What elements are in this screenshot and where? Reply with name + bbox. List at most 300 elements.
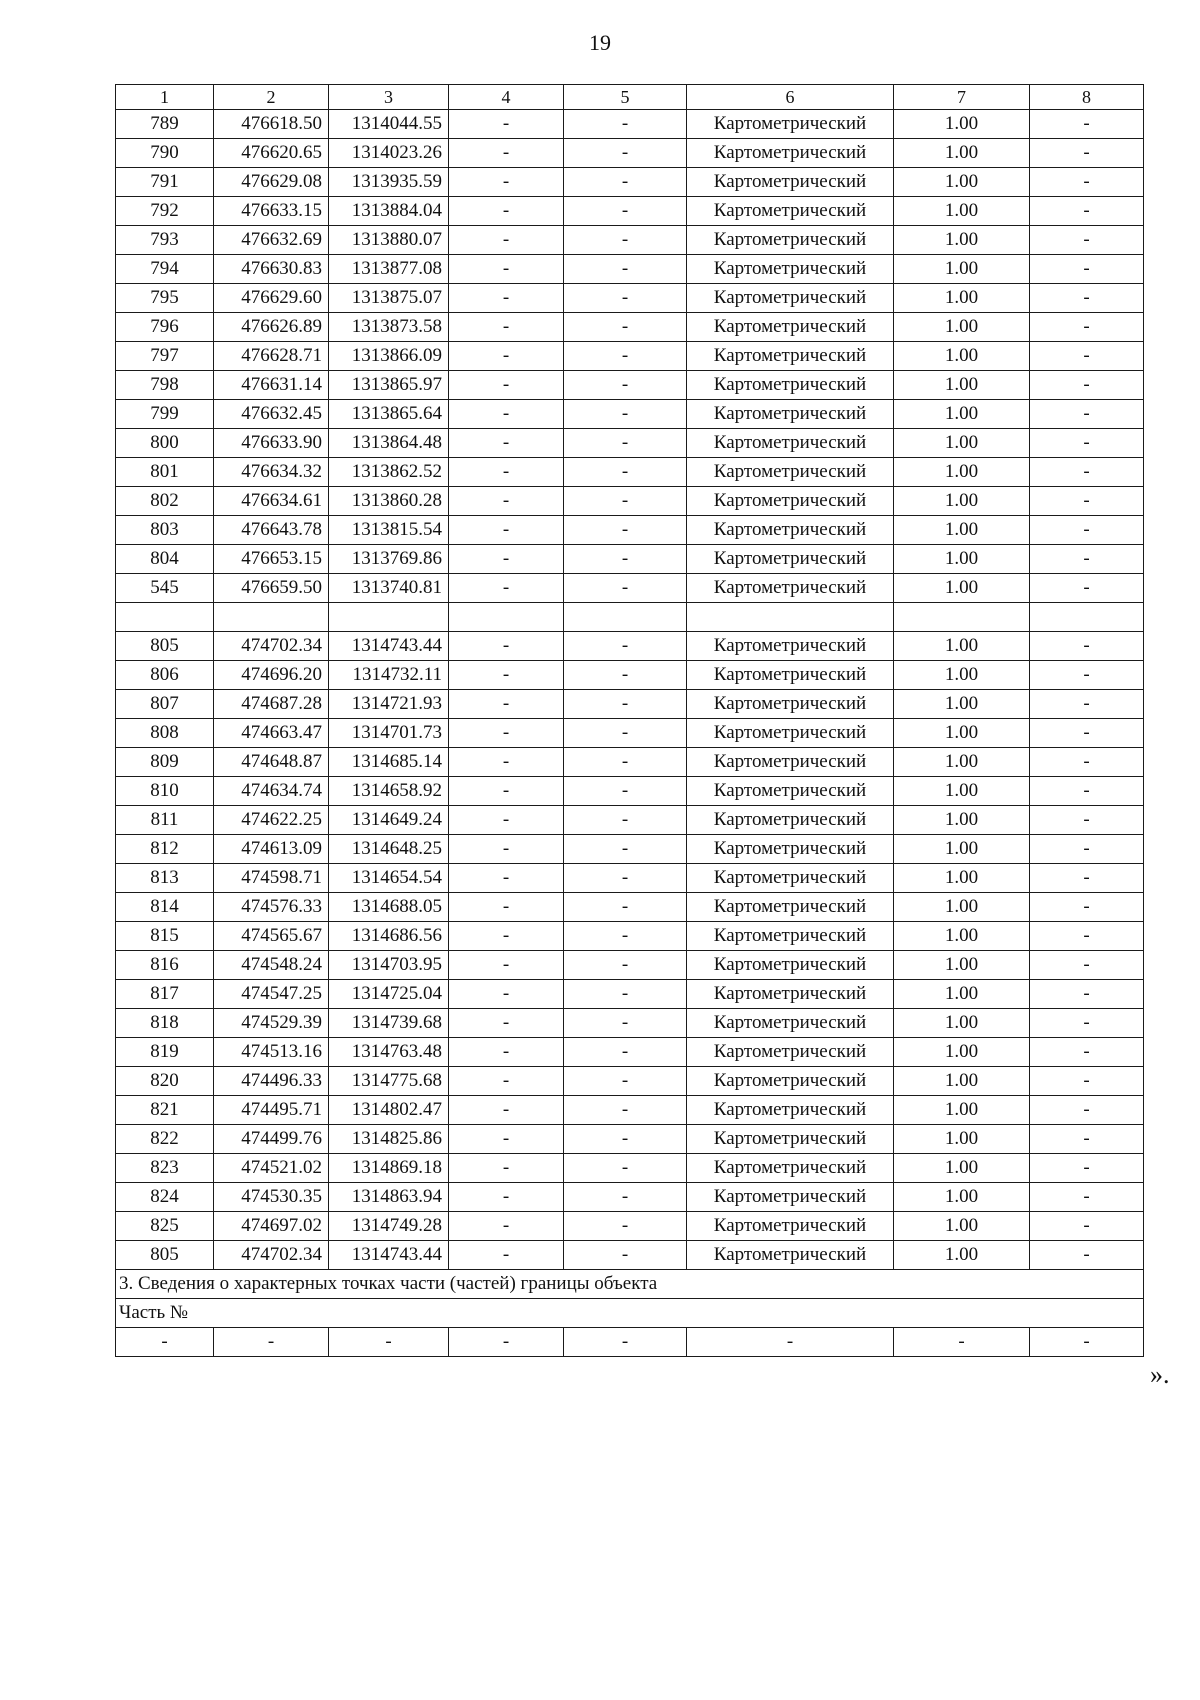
- table-row: [116, 487, 1144, 516]
- table-row: [116, 1096, 1144, 1125]
- col5-cell: -: [564, 487, 687, 516]
- col5-cell: -: [564, 719, 687, 748]
- accuracy-cell: 1.00: [894, 1009, 1030, 1038]
- x-coordinate-cell: 474495.71: [214, 1096, 329, 1125]
- method-cell: Картометрический: [687, 1067, 894, 1096]
- col8-cell: -: [1030, 429, 1144, 458]
- x-coordinate-cell: 476630.83: [214, 255, 329, 284]
- header-row: [116, 85, 1144, 110]
- col5-cell: -: [564, 864, 687, 893]
- table-row: [116, 1212, 1144, 1241]
- table-row: [116, 1067, 1144, 1096]
- section-title-row: [116, 1270, 1144, 1299]
- table-row: [116, 777, 1144, 806]
- col4-cell: -: [449, 893, 564, 922]
- point-number-cell: 797: [116, 342, 214, 371]
- col4-cell: -: [449, 719, 564, 748]
- y-coordinate-cell: 1313877.08: [329, 255, 449, 284]
- point-number-cell: 802: [116, 487, 214, 516]
- accuracy-cell: 1.00: [894, 835, 1030, 864]
- y-coordinate-cell: 1314732.11: [329, 661, 449, 690]
- col4-cell: -: [449, 777, 564, 806]
- accuracy-cell: 1.00: [894, 371, 1030, 400]
- point-number-cell: 804: [116, 545, 214, 574]
- x-coordinate-cell: 474496.33: [214, 1067, 329, 1096]
- y-coordinate-cell: 1314743.44: [329, 632, 449, 661]
- accuracy-cell: 1.00: [894, 342, 1030, 371]
- x-coordinate-cell: 474529.39: [214, 1009, 329, 1038]
- method-cell: Картометрический: [687, 661, 894, 690]
- col8-cell: -: [1030, 545, 1144, 574]
- method-cell: Картометрический: [687, 226, 894, 255]
- x-coordinate-cell: 474702.34: [214, 632, 329, 661]
- col4-cell: -: [449, 313, 564, 342]
- y-coordinate-cell: 1313935.59: [329, 168, 449, 197]
- x-coordinate-cell: 474634.74: [214, 777, 329, 806]
- col8-cell: -: [1030, 980, 1144, 1009]
- accuracy-cell: 1.00: [894, 951, 1030, 980]
- point-number-cell: 795: [116, 284, 214, 313]
- col4-cell: -: [449, 632, 564, 661]
- col8-cell: -: [1030, 719, 1144, 748]
- col4-cell: -: [449, 1067, 564, 1096]
- x-coordinate-cell: 476659.50: [214, 574, 329, 603]
- table-cell: -: [116, 1328, 214, 1357]
- accuracy-cell: 1.00: [894, 574, 1030, 603]
- method-cell: Картометрический: [687, 574, 894, 603]
- closing-quote-mark: ».: [1150, 1360, 1170, 1389]
- y-coordinate-cell: 1313862.52: [329, 458, 449, 487]
- point-number-cell: 813: [116, 864, 214, 893]
- col8-cell: -: [1030, 371, 1144, 400]
- y-coordinate-cell: 1314775.68: [329, 1067, 449, 1096]
- table-row: [116, 922, 1144, 951]
- y-coordinate-cell: 1314044.55: [329, 110, 449, 139]
- col8-cell: -: [1030, 690, 1144, 719]
- col8-cell: -: [1030, 487, 1144, 516]
- y-coordinate-cell: 1313864.48: [329, 429, 449, 458]
- point-number-cell: 821: [116, 1096, 214, 1125]
- point-number-cell: 811: [116, 806, 214, 835]
- method-cell: Картометрический: [687, 487, 894, 516]
- x-coordinate-cell: 474499.76: [214, 1125, 329, 1154]
- col5-cell: -: [564, 922, 687, 951]
- x-coordinate-cell: 476643.78: [214, 516, 329, 545]
- method-cell: Картометрический: [687, 1212, 894, 1241]
- point-number-cell: 825: [116, 1212, 214, 1241]
- col8-cell: -: [1030, 777, 1144, 806]
- final-row: [116, 1328, 1144, 1357]
- col8-cell: -: [1030, 1038, 1144, 1067]
- method-cell: Картометрический: [687, 255, 894, 284]
- table-row: [116, 139, 1144, 168]
- col5-cell: -: [564, 893, 687, 922]
- x-coordinate-cell: 474702.34: [214, 1241, 329, 1270]
- y-coordinate-cell: 1314654.54: [329, 864, 449, 893]
- x-coordinate-cell: 476628.71: [214, 342, 329, 371]
- method-cell: Картометрический: [687, 429, 894, 458]
- point-number-cell: 809: [116, 748, 214, 777]
- col5-cell: -: [564, 661, 687, 690]
- x-coordinate-cell: 474687.28: [214, 690, 329, 719]
- column-header: 4: [449, 85, 564, 110]
- col4-cell: -: [449, 545, 564, 574]
- method-cell: [687, 603, 894, 632]
- section-title: 3. Сведения о характерных точках части (частей) границы объекта: [116, 1270, 1144, 1299]
- col4-cell: -: [449, 1241, 564, 1270]
- point-number-cell: 815: [116, 922, 214, 951]
- y-coordinate-cell: 1314763.48: [329, 1038, 449, 1067]
- accuracy-cell: 1.00: [894, 429, 1030, 458]
- col5-cell: -: [564, 400, 687, 429]
- col5-cell: -: [564, 806, 687, 835]
- col4-cell: -: [449, 110, 564, 139]
- method-cell: Картометрический: [687, 545, 894, 574]
- col5-cell: -: [564, 1009, 687, 1038]
- accuracy-cell: 1.00: [894, 661, 1030, 690]
- point-number-cell: 814: [116, 893, 214, 922]
- y-coordinate-cell: 1313865.97: [329, 371, 449, 400]
- accuracy-cell: 1.00: [894, 168, 1030, 197]
- table-row: [116, 342, 1144, 371]
- col5-cell: -: [564, 835, 687, 864]
- column-header: 2: [214, 85, 329, 110]
- accuracy-cell: 1.00: [894, 777, 1030, 806]
- point-number-cell: 796: [116, 313, 214, 342]
- col4-cell: -: [449, 574, 564, 603]
- col4-cell: -: [449, 980, 564, 1009]
- accuracy-cell: 1.00: [894, 1212, 1030, 1241]
- col4-cell: -: [449, 1009, 564, 1038]
- col8-cell: -: [1030, 1009, 1144, 1038]
- table-row: [116, 1183, 1144, 1212]
- accuracy-cell: 1.00: [894, 1154, 1030, 1183]
- col8-cell: -: [1030, 255, 1144, 284]
- table-row: [116, 255, 1144, 284]
- x-coordinate-cell: [214, 603, 329, 632]
- col5-cell: -: [564, 1241, 687, 1270]
- col8-cell: -: [1030, 226, 1144, 255]
- col4-cell: -: [449, 400, 564, 429]
- point-number-cell: 793: [116, 226, 214, 255]
- table-row: [116, 284, 1144, 313]
- y-coordinate-cell: 1313740.81: [329, 574, 449, 603]
- col4-cell: -: [449, 139, 564, 168]
- method-cell: Картометрический: [687, 400, 894, 429]
- col8-cell: -: [1030, 313, 1144, 342]
- point-number-cell: [116, 603, 214, 632]
- column-header: 5: [564, 85, 687, 110]
- accuracy-cell: 1.00: [894, 1038, 1030, 1067]
- column-header: 8: [1030, 85, 1144, 110]
- accuracy-cell: 1.00: [894, 922, 1030, 951]
- point-number-cell: 817: [116, 980, 214, 1009]
- table-row: [116, 313, 1144, 342]
- col5-cell: -: [564, 748, 687, 777]
- point-number-cell: 801: [116, 458, 214, 487]
- x-coordinate-cell: 474648.87: [214, 748, 329, 777]
- col5-cell: -: [564, 284, 687, 313]
- method-cell: Картометрический: [687, 1096, 894, 1125]
- method-cell: Картометрический: [687, 342, 894, 371]
- y-coordinate-cell: 1313865.64: [329, 400, 449, 429]
- col4-cell: -: [449, 748, 564, 777]
- table-row: [116, 719, 1144, 748]
- col4-cell: -: [449, 864, 564, 893]
- x-coordinate-cell: 476626.89: [214, 313, 329, 342]
- point-number-cell: 803: [116, 516, 214, 545]
- x-coordinate-cell: 474622.25: [214, 806, 329, 835]
- col4-cell: -: [449, 661, 564, 690]
- col4-cell: -: [449, 429, 564, 458]
- point-number-cell: 792: [116, 197, 214, 226]
- method-cell: Картометрический: [687, 1154, 894, 1183]
- accuracy-cell: 1.00: [894, 748, 1030, 777]
- y-coordinate-cell: 1314869.18: [329, 1154, 449, 1183]
- col5-cell: -: [564, 168, 687, 197]
- part-label-row: [116, 1299, 1144, 1328]
- table-row: [116, 1125, 1144, 1154]
- x-coordinate-cell: 476632.45: [214, 400, 329, 429]
- accuracy-cell: 1.00: [894, 1183, 1030, 1212]
- table-row: [116, 400, 1144, 429]
- col5-cell: -: [564, 1154, 687, 1183]
- accuracy-cell: 1.00: [894, 197, 1030, 226]
- y-coordinate-cell: 1314688.05: [329, 893, 449, 922]
- table-row: [116, 168, 1144, 197]
- method-cell: Картометрический: [687, 951, 894, 980]
- point-number-cell: 816: [116, 951, 214, 980]
- y-coordinate-cell: 1313880.07: [329, 226, 449, 255]
- x-coordinate-cell: 474576.33: [214, 893, 329, 922]
- y-coordinate-cell: 1314743.44: [329, 1241, 449, 1270]
- table-row: [116, 690, 1144, 719]
- col4-cell: -: [449, 1212, 564, 1241]
- accuracy-cell: 1.00: [894, 226, 1030, 255]
- col4-cell: -: [449, 226, 564, 255]
- y-coordinate-cell: 1314739.68: [329, 1009, 449, 1038]
- column-header: 3: [329, 85, 449, 110]
- col8-cell: -: [1030, 110, 1144, 139]
- method-cell: Картометрический: [687, 835, 894, 864]
- col4-cell: -: [449, 516, 564, 545]
- col4-cell: -: [449, 371, 564, 400]
- accuracy-cell: 1.00: [894, 1067, 1030, 1096]
- col4-cell: -: [449, 922, 564, 951]
- point-number-cell: 805: [116, 632, 214, 661]
- point-number-cell: 789: [116, 110, 214, 139]
- accuracy-cell: 1.00: [894, 516, 1030, 545]
- table-row: [116, 574, 1144, 603]
- col8-cell: -: [1030, 835, 1144, 864]
- method-cell: Картометрический: [687, 1009, 894, 1038]
- col4-cell: -: [449, 806, 564, 835]
- y-coordinate-cell: 1313884.04: [329, 197, 449, 226]
- col8-cell: -: [1030, 168, 1144, 197]
- method-cell: Картометрический: [687, 748, 894, 777]
- col8-cell: -: [1030, 661, 1144, 690]
- col8-cell: -: [1030, 806, 1144, 835]
- col8-cell: -: [1030, 1154, 1144, 1183]
- accuracy-cell: 1.00: [894, 1096, 1030, 1125]
- table-row: [116, 980, 1144, 1009]
- x-coordinate-cell: 474513.16: [214, 1038, 329, 1067]
- table-row: [116, 429, 1144, 458]
- col4-cell: -: [449, 1154, 564, 1183]
- col5-cell: -: [564, 1038, 687, 1067]
- y-coordinate-cell: 1314721.93: [329, 690, 449, 719]
- col8-cell: -: [1030, 139, 1144, 168]
- col5-cell: -: [564, 429, 687, 458]
- col8-cell: -: [1030, 1241, 1144, 1270]
- col8-cell: -: [1030, 748, 1144, 777]
- col8-cell: -: [1030, 284, 1144, 313]
- col4-cell: -: [449, 1125, 564, 1154]
- x-coordinate-cell: 474521.02: [214, 1154, 329, 1183]
- col5-cell: -: [564, 313, 687, 342]
- y-coordinate-cell: 1314863.94: [329, 1183, 449, 1212]
- col4-cell: -: [449, 487, 564, 516]
- col4-cell: -: [449, 255, 564, 284]
- x-coordinate-cell: 474697.02: [214, 1212, 329, 1241]
- accuracy-cell: 1.00: [894, 313, 1030, 342]
- table-row: [116, 1154, 1144, 1183]
- y-coordinate-cell: 1313866.09: [329, 342, 449, 371]
- y-coordinate-cell: 1314701.73: [329, 719, 449, 748]
- y-coordinate-cell: 1313769.86: [329, 545, 449, 574]
- method-cell: Картометрический: [687, 1183, 894, 1212]
- point-number-cell: 807: [116, 690, 214, 719]
- y-coordinate-cell: 1314023.26: [329, 139, 449, 168]
- accuracy-cell: 1.00: [894, 1125, 1030, 1154]
- method-cell: Картометрический: [687, 893, 894, 922]
- method-cell: Картометрический: [687, 371, 894, 400]
- col5-cell: -: [564, 110, 687, 139]
- method-cell: Картометрический: [687, 777, 894, 806]
- accuracy-cell: 1.00: [894, 545, 1030, 574]
- method-cell: Картометрический: [687, 980, 894, 1009]
- x-coordinate-cell: 476633.15: [214, 197, 329, 226]
- method-cell: Картометрический: [687, 719, 894, 748]
- col8-cell: -: [1030, 632, 1144, 661]
- method-cell: Картометрический: [687, 690, 894, 719]
- table-cell: -: [329, 1328, 449, 1357]
- point-number-cell: 798: [116, 371, 214, 400]
- table-cell: -: [564, 1328, 687, 1357]
- col8-cell: -: [1030, 458, 1144, 487]
- accuracy-cell: 1.00: [894, 632, 1030, 661]
- col4-cell: -: [449, 197, 564, 226]
- col5-cell: -: [564, 632, 687, 661]
- col8-cell: -: [1030, 1212, 1144, 1241]
- point-number-cell: 800: [116, 429, 214, 458]
- col8-cell: -: [1030, 342, 1144, 371]
- x-coordinate-cell: 476633.90: [214, 429, 329, 458]
- col4-cell: -: [449, 1183, 564, 1212]
- method-cell: Картометрический: [687, 516, 894, 545]
- point-number-cell: 545: [116, 574, 214, 603]
- x-coordinate-cell: 474548.24: [214, 951, 329, 980]
- table-row: [116, 110, 1144, 139]
- col5-cell: [564, 603, 687, 632]
- accuracy-cell: 1.00: [894, 284, 1030, 313]
- method-cell: Картометрический: [687, 632, 894, 661]
- col8-cell: -: [1030, 922, 1144, 951]
- x-coordinate-cell: 474547.25: [214, 980, 329, 1009]
- y-coordinate-cell: 1314658.92: [329, 777, 449, 806]
- accuracy-cell: 1.00: [894, 110, 1030, 139]
- method-cell: Картометрический: [687, 1241, 894, 1270]
- point-number-cell: 812: [116, 835, 214, 864]
- column-header: 1: [116, 85, 214, 110]
- y-coordinate-cell: 1314649.24: [329, 806, 449, 835]
- col5-cell: -: [564, 1125, 687, 1154]
- accuracy-cell: 1.00: [894, 487, 1030, 516]
- method-cell: Картометрический: [687, 197, 894, 226]
- accuracy-cell: 1.00: [894, 893, 1030, 922]
- point-number-cell: 806: [116, 661, 214, 690]
- method-cell: Картометрический: [687, 284, 894, 313]
- y-coordinate-cell: 1313815.54: [329, 516, 449, 545]
- x-coordinate-cell: 476634.32: [214, 458, 329, 487]
- point-number-cell: 823: [116, 1154, 214, 1183]
- table-row: [116, 632, 1144, 661]
- col8-cell: -: [1030, 864, 1144, 893]
- col8-cell: -: [1030, 1183, 1144, 1212]
- table-row: [116, 748, 1144, 777]
- part-label: Часть №: [116, 1299, 1144, 1328]
- col5-cell: -: [564, 197, 687, 226]
- col8-cell: [1030, 603, 1144, 632]
- y-coordinate-cell: 1314686.56: [329, 922, 449, 951]
- col5-cell: -: [564, 516, 687, 545]
- table-cell: -: [214, 1328, 329, 1357]
- y-coordinate-cell: 1314802.47: [329, 1096, 449, 1125]
- col5-cell: -: [564, 255, 687, 284]
- col4-cell: -: [449, 1096, 564, 1125]
- accuracy-cell: 1.00: [894, 980, 1030, 1009]
- table-row: [116, 197, 1144, 226]
- accuracy-cell: 1.00: [894, 806, 1030, 835]
- col4-cell: -: [449, 835, 564, 864]
- table-row: [116, 603, 1144, 632]
- x-coordinate-cell: 474598.71: [214, 864, 329, 893]
- x-coordinate-cell: 476629.08: [214, 168, 329, 197]
- col8-cell: -: [1030, 516, 1144, 545]
- x-coordinate-cell: 474663.47: [214, 719, 329, 748]
- table-row: [116, 661, 1144, 690]
- accuracy-cell: 1.00: [894, 255, 1030, 284]
- point-number-cell: 824: [116, 1183, 214, 1212]
- col8-cell: -: [1030, 1096, 1144, 1125]
- x-coordinate-cell: 474565.67: [214, 922, 329, 951]
- table-row: [116, 1009, 1144, 1038]
- method-cell: Картометрический: [687, 1038, 894, 1067]
- col8-cell: -: [1030, 1067, 1144, 1096]
- col5-cell: -: [564, 1067, 687, 1096]
- column-header: 6: [687, 85, 894, 110]
- point-number-cell: 791: [116, 168, 214, 197]
- col4-cell: -: [449, 342, 564, 371]
- table-row: [116, 458, 1144, 487]
- x-coordinate-cell: 476629.60: [214, 284, 329, 313]
- column-header: 7: [894, 85, 1030, 110]
- col5-cell: -: [564, 139, 687, 168]
- table-row: [116, 516, 1144, 545]
- point-number-cell: 808: [116, 719, 214, 748]
- point-number-cell: 794: [116, 255, 214, 284]
- method-cell: Картометрический: [687, 806, 894, 835]
